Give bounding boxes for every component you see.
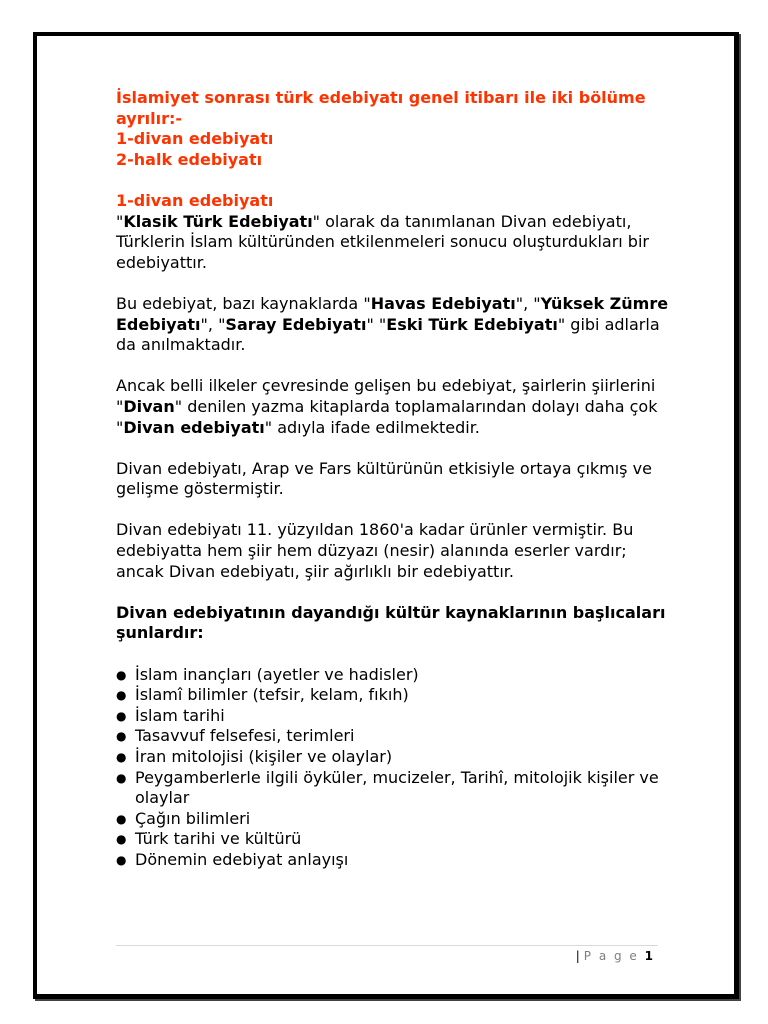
bullet-icon: ● <box>116 770 127 785</box>
spacer <box>116 644 676 665</box>
bold-term: Saray Edebiyatı <box>225 314 367 334</box>
bold-term: Eski Türk Edebiyatı <box>386 314 558 334</box>
list-item <box>116 726 676 747</box>
list-item-text: İslam tarihi <box>135 705 225 725</box>
list-item-text: Dönemin edebiyat anlayışı <box>135 849 349 869</box>
bold-term: Havas Edebiyatı <box>370 293 516 313</box>
list-item-text: Tasavvuf felsefesi, terimleri <box>135 726 355 746</box>
bold-term: Divan <box>123 396 175 416</box>
text-run: Bu edebiyat, bazı kaynaklarda " <box>116 293 371 313</box>
bullet-icon: ● <box>116 750 127 764</box>
text-run: " gibi adlarla da anılmaktadır. <box>116 314 660 355</box>
footer-divider <box>116 945 658 946</box>
bullet-icon: ● <box>116 667 127 682</box>
text-run: " <box>116 211 124 231</box>
list-item <box>116 665 676 686</box>
list-item <box>116 747 676 768</box>
list-item <box>116 809 676 830</box>
bold-term: Divan edebiyatı <box>123 417 265 437</box>
spacer <box>116 438 676 459</box>
list-item-text: İslam inançları (ayetler ve hadisler) <box>135 664 419 684</box>
intro-item-2: 2-halk edebiyatı <box>116 149 263 169</box>
list-item-text: Çağın bilimleri <box>135 808 251 828</box>
list-item <box>116 850 676 871</box>
bullet-icon: ● <box>116 832 127 847</box>
bold-term: Klasik Türk Edebiyatı <box>123 211 313 231</box>
bold-term: Yüksek Zümre Edebiyatı <box>116 293 669 334</box>
list-item-text: İslamî bilimler (tefsir, kelam, fıkıh) <box>135 685 409 705</box>
text-run: " olarak da tanımlanan Divan edebiyatı, Türklerin İslam kültüründen etkilenmeleri sonucu oluşturdukları bir edebiyattır. <box>116 211 649 272</box>
spacer <box>116 500 676 521</box>
paragraph-5: Divan edebiyatı 11. yüzyıldan 1860'a kadar ürünler vermiştir. Bu edebiyatta hem şiir hem düzyazı (nesir) alanında eserler vardır; ancak Divan edebiyatı, şiir ağırlıklı bir edebiyattır. <box>116 520 634 581</box>
spacer <box>116 582 676 603</box>
bullet-icon: ● <box>116 811 127 826</box>
spacer <box>116 170 676 191</box>
intro-line: İslamiyet sonrası türk edebiyatı genel itibarı ile iki bölüme ayrılır:- <box>116 88 646 128</box>
bullet-icon: ● <box>116 852 127 867</box>
paragraph-1 <box>116 212 676 274</box>
sources-list <box>116 665 676 871</box>
list-item-text: Türk tarihi ve kültürü <box>135 829 302 849</box>
list-item <box>116 706 676 727</box>
spacer <box>116 356 676 377</box>
document-body <box>116 88 676 871</box>
intro-item-1: 1-divan edebiyatı <box>116 129 274 149</box>
bullet-icon: ● <box>116 729 127 744</box>
footer-page-label: P a g e <box>583 949 639 963</box>
list-item-text: İran mitolojisi (kişiler ve olaylar) <box>135 747 393 766</box>
section-heading: 1-divan edebiyatı <box>116 190 274 210</box>
text-run: " " <box>366 314 387 334</box>
text-run: ", " <box>200 314 226 334</box>
paragraph-3 <box>116 376 676 438</box>
list-item <box>116 829 676 850</box>
intro-heading <box>116 88 676 170</box>
text-run: " adıyla ifade edilmektedir. <box>264 417 480 437</box>
paragraph-2 <box>116 294 676 356</box>
sources-heading: Divan edebiyatının dayandığı kültür kaynaklarının başlıcaları şunlardır: <box>116 602 666 643</box>
bullet-icon: ● <box>116 708 127 723</box>
footer-bar: | <box>575 949 580 963</box>
text-run: Ancak belli ilkeler çevresinde gelişen bu edebiyat, şairlerin şiirlerini " <box>116 376 656 416</box>
page-number: 1 <box>644 949 653 963</box>
bullet-icon: ● <box>116 688 127 703</box>
text-run: " denilen yazma kitaplarda toplamalarından dolayı daha çok " <box>116 396 658 437</box>
list-item-text: Peygamberlerle ilgili öyküler, mucizeler, Tarihî, mitolojik kişiler ve olaylar <box>135 767 659 808</box>
paragraph-4: Divan edebiyatı, Arap ve Fars kültürünün etkisiyle ortaya çıkmış ve gelişme göstermiştir. <box>116 458 652 499</box>
spacer <box>116 273 676 294</box>
list-item <box>116 685 676 706</box>
text-run: ", " <box>515 293 541 313</box>
list-item <box>116 768 676 809</box>
page-footer <box>576 948 653 964</box>
